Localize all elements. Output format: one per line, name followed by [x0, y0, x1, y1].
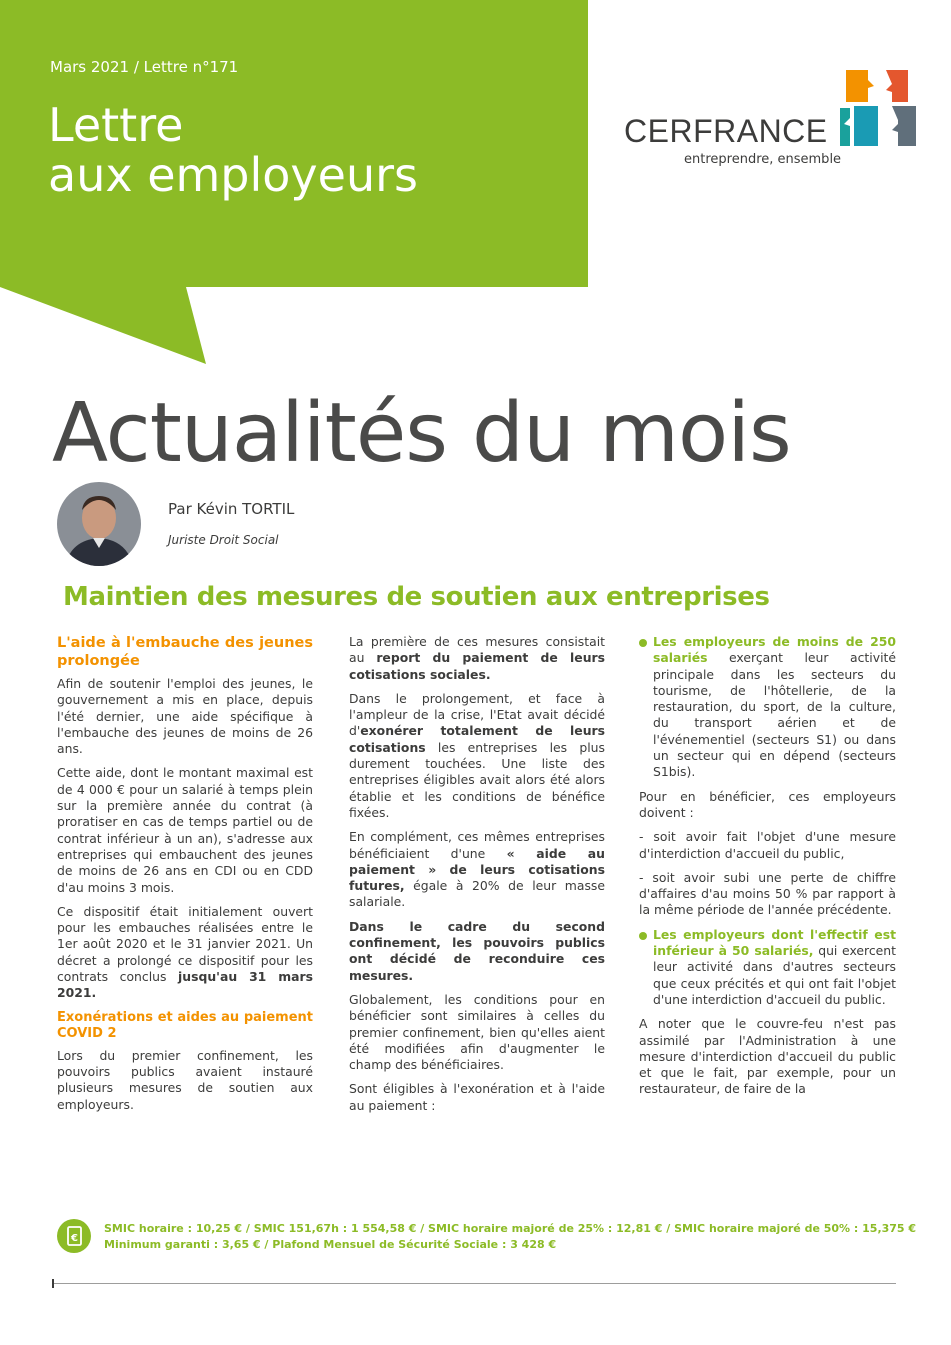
- bullet-item: [639, 634, 896, 781]
- logo-tagline: entreprendre, ensemble: [684, 152, 842, 167]
- text-run: les entreprises les plus durement touchées. Une liste des entreprises éligibles avait alors été alors établie et les conditions de bénéfice fixées.: [349, 739, 605, 820]
- bullet-lead: Les employeurs dont l'effectif est inférieur à 50 salariés,: [653, 926, 896, 959]
- paragraph: Afin de soutenir l'emploi des jeunes, le gouvernement a mis en place, depuis l'été dernier, une aide spécifique à l'embauche des jeunes de moins de 26 ans.: [57, 676, 313, 757]
- footer-rates-line-1: SMIC horaire : 10,25 € / SMIC 151,67h : 1 554,58 € / SMIC horaire majoré de 25% : 12,81 € / SMIC horaire majoré de 50% : 15,375 €: [104, 1222, 917, 1235]
- issue-label: Mars 2021 / Lettre n°171: [50, 58, 239, 76]
- bold-run: « aide au paiement » de leurs cotisations futures,: [349, 845, 605, 894]
- footer-divider: [52, 1283, 896, 1284]
- cerfrance-logo: [624, 70, 924, 170]
- bold-run: report du paiement de leurs cotisations sociales.: [349, 650, 605, 682]
- title-line-2: aux employeurs: [48, 148, 418, 202]
- paragraph: Cette aide, dont le montant maximal est de 4 000 € pour un salarié à temps plein sur la première année du contrat (à proratiser en cas de temps partiel ou de contrat inférieur à un an), s'adresse aux entreprises qui embauchent des jeunes de moins de 26 ans en CDI ou en CDD d'au moins 3 mois.: [57, 765, 313, 895]
- footer-divider-tick: [52, 1279, 54, 1288]
- paragraph: [349, 919, 605, 984]
- paragraph: Lors du premier confinement, les pouvoirs publics avaient instauré plusieurs mesures de soutien aux employeurs.: [57, 1047, 313, 1112]
- text-run: En complément, ces mêmes entreprises bénéficiaient d'une: [349, 829, 605, 861]
- author-photo: [57, 482, 141, 566]
- logo-heads-icon: [840, 70, 920, 148]
- paragraph: [349, 634, 605, 683]
- header-banner: [0, 0, 588, 364]
- text-run: égale à 20% de leur masse salariale.: [349, 878, 605, 910]
- bullet-text: exerçant leur activité principale dans les secteurs du tourisme, de l'hôtellerie, de la restauration, du sport, de la culture, du transport aérien et de l'événementiel (secteurs S1) ou dans un secteur qui en dépend (secteurs S1bis).: [653, 650, 896, 780]
- author-name: Par Kévin TORTIL: [168, 500, 295, 518]
- text-run: Dans le prolongement, et face à l'ampleur de la crise, l'Etat avait décidé d': [349, 690, 605, 739]
- logo-name: CERFRANCE: [624, 113, 828, 149]
- section-title: Maintien des mesures de soutien aux entreprises: [63, 582, 770, 612]
- paragraph: Globalement, les conditions pour en bénéficier sont similaires à celles du premier confinement, bien qu'elles aient été modifiées afin d'augmenter le champ des bénéficiaires.: [349, 991, 605, 1073]
- condition-item: - soit avoir subi une perte de chiffre d'affaires d'au moins 50 % par rapport à la même période de l'année précédente.: [639, 869, 896, 918]
- text-run: La première de ces mesures consistait au: [349, 634, 605, 666]
- bullet-item: [639, 927, 896, 1008]
- footer-rates-line-2: Minimum garanti : 3,65 € / Plafond Mensuel de Sécurité Sociale : 3 428 €: [104, 1238, 557, 1251]
- bold-run: jusqu'au 31 mars 2021.: [57, 969, 313, 1001]
- euro-document-glyph: [57, 1219, 91, 1253]
- newsletter-title: [48, 100, 418, 200]
- condition-item: - soit avoir fait l'objet d'une mesure d'interdiction d'accueil du public,: [639, 829, 896, 861]
- column-2: [349, 634, 605, 1122]
- bold-run: Dans le cadre du second confinement, les pouvoirs publics ont décidé de reconduire ces mesures.: [349, 918, 605, 983]
- euro-document-icon: [57, 1219, 91, 1253]
- paragraph: [349, 691, 605, 821]
- author-role: Juriste Droit Social: [168, 533, 279, 547]
- bullet-lead: Les employeurs de moins de 250 salariés: [653, 634, 896, 666]
- bullet-dot-icon: [639, 639, 647, 647]
- author-avatar: [57, 482, 141, 566]
- subheading-exonerations: Exonérations et aides au paiement COVID 2: [57, 1009, 313, 1041]
- page-headline: Actualités du mois: [52, 386, 791, 481]
- subheading-aide-embauche: L'aide à l'embauche des jeunes prolongée: [57, 635, 313, 669]
- paragraph: A noter que le couvre-feu n'est pas assimilé par l'Administration à une mesure d'interdiction d'accueil du public et que le fait, par exemple, pour un restaurateur, de faire de la: [639, 1016, 896, 1097]
- text-run: Ce dispositif était initialement ouvert pour les embauches réalisées entre le 1er août 2020 et le 31 janvier 2021. Un décret a prolongé ce dispositif pour les contrats conclus: [57, 903, 313, 985]
- bold-run: exonérer totalement de leurs cotisations: [349, 723, 605, 755]
- title-line-1: Lettre: [48, 98, 184, 152]
- column-3: [639, 634, 896, 1106]
- paragraph: [349, 829, 605, 910]
- paragraph: [57, 904, 313, 1002]
- bullet-text: qui exercent leur activité dans d'autres secteurs que ceux précités et qui ont fait l'objet d'une interdiction d'accueil du public.: [653, 943, 896, 1007]
- paragraph: Pour en bénéficier, ces employeurs doivent :: [639, 788, 896, 820]
- column-1: [57, 634, 313, 1121]
- bullet-dot-icon: [639, 932, 647, 940]
- paragraph: Sont éligibles à l'exonération et à l'aide au paiement :: [349, 1081, 605, 1113]
- svg-text:€: €: [71, 1233, 78, 1244]
